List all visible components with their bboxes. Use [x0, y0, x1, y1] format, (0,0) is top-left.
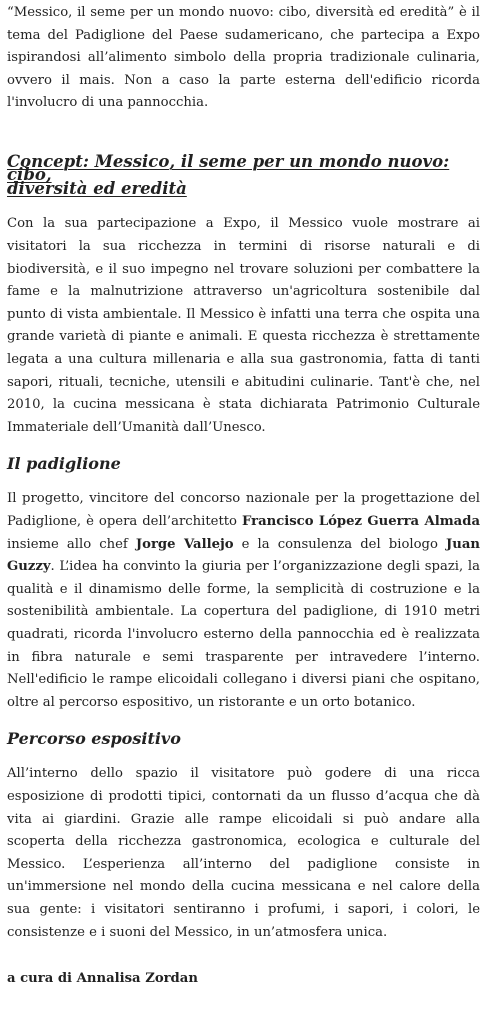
padiglione-text-3: e la consulenza del biologo: [233, 536, 447, 552]
biologist-name: Juan Guzzy: [7, 536, 480, 575]
concept-heading: [7, 151, 480, 198]
padiglione-text-2: insieme allo chef: [7, 536, 136, 552]
concept-paragraph: Con la sua partecipazione a Expo, il Messico vuole mostrare ai visitatori la sua ricchezza in termini di risorse naturali e di biodiversità, e il suo impegno nel trovare soluzioni per combattere la fame e la malnutrizione attraverso un'agricoltura sostenibile dal punto di vista ambientale. Il Messico è infatti una terra che ospita una grande varietà di piante e animali. E questa ricchezza è strettamente legata a una cultura millenaria e alla sua gastronomia, fatta di tanti sapori, rituali, tecniche, utensili e abitudini culinarie. Tant'è che, nel 2010, la cucina messicana è stata dichiarata Patrimonio Culturale Immateriale dell’Umanità dall’Unesco.: [7, 216, 480, 435]
chef-name: Jorge Vallejo: [135, 536, 234, 552]
padiglione-text-1: Il progetto, vincitore del concorso nazionale per la progettazione del Padiglione, è opera dell’architetto: [7, 491, 480, 529]
author-byline: a cura di Annalisa Zordan: [7, 971, 198, 987]
padiglione-paragraph: [7, 488, 480, 714]
intro-paragraph: “Messico, il seme per un mondo nuovo: cibo, diversità ed eredità” è il tema del Padiglione del Paese sudamericano, che partecipa a Expo ispirandosi all’alimento simbolo della propria tradizionale culinaria, ovvero il mais. Non a caso la parte esterna dell'edificio ricorda l'involucro di una pannocchia.: [7, 5, 480, 111]
percorso-paragraph: All’interno dello spazio il visitatore può godere di una ricca esposizione di prodotti tipici, contornati da un flusso d’acqua che dà vita ai giardini. Grazie alle rampe elicoidali si può andare alla scoperta della ricchezza gastronomica, ecologica e culturale del Messico. L’esperienza all’interno del padiglione consiste in un'immersione nel mondo della cucina messicana e nel calore della sua gente: i visitatori sentiranno i profumi, i sapori, i colori, le consistenze e i suoni del Messico, in un’atmosfera unica.: [7, 766, 480, 940]
architect-name: Francisco López Guerra Almada: [241, 514, 480, 529]
percorso-heading: Percorso espositivo: [7, 729, 181, 749]
concept-heading-line2: diversità ed eredità: [7, 178, 187, 198]
padiglione-text-4: . L’idea ha convinto la giuria per l’organizzazione degli spazi, la qualità e il dinamismo delle forme, la semplicità di costruzione e la sostenibilità ambientale. La copertura del padiglione, di 1910 metri quadrati, ricorda l'involucro esterno della pannocchia ed è realizzata in fibra naturale e semi trasparente per intravedere l’interno. Nell'edificio le rampe elicoidali collegano i diversi piani che ospitano, oltre al percorso espositivo, un ristorante e un orto botanico.: [7, 559, 480, 710]
padiglione-heading: Il padiglione: [7, 454, 121, 474]
concept-heading-line1: Concept: Messico, il seme per un mondo nuovo: cibo,: [7, 151, 450, 185]
